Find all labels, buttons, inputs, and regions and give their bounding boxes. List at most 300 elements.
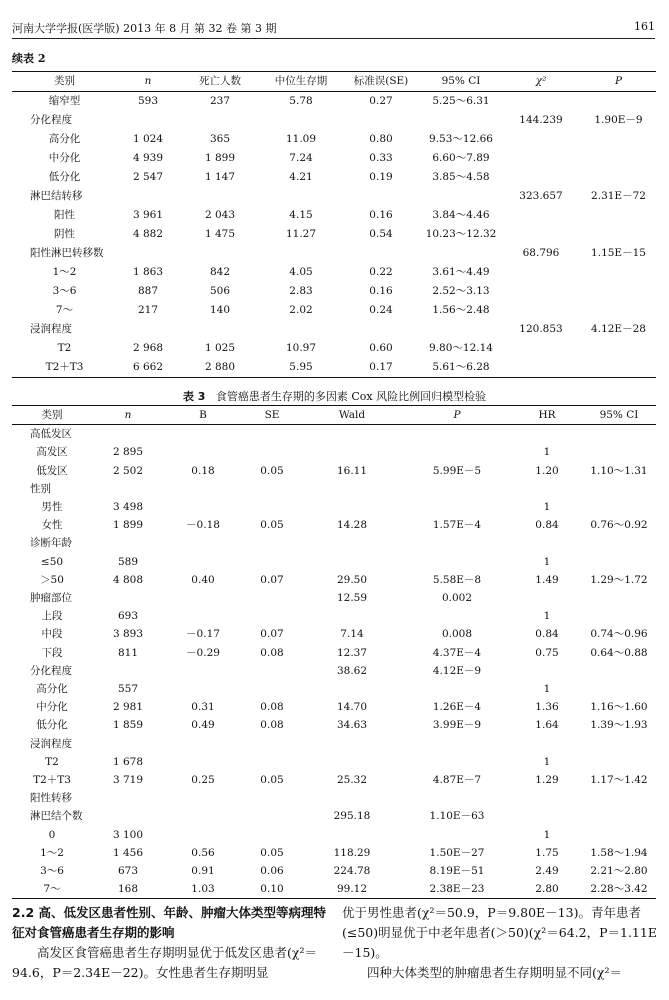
table-cell: 68.796 <box>522 247 560 259</box>
table-row <box>12 206 656 225</box>
table-cell: 3.85～4.58 <box>432 171 490 183</box>
table-cell: 2.52～3.13 <box>432 285 490 297</box>
table-row <box>12 516 656 534</box>
table-cell: 4 882 <box>132 228 164 240</box>
table-cell <box>302 826 402 844</box>
table-cell <box>242 553 302 571</box>
table-row <box>12 807 656 825</box>
table-cell: 1.57E－4 <box>432 519 482 532</box>
table-cell <box>242 534 302 552</box>
table-row <box>12 553 656 571</box>
table-cell <box>242 589 302 607</box>
table2-header-row <box>12 72 656 92</box>
table-cell <box>242 607 302 625</box>
table-row <box>12 244 656 263</box>
table-cell <box>581 206 656 225</box>
table-cell: 1.10E－63 <box>429 810 485 823</box>
table-cell: 1 <box>543 828 551 841</box>
table-cell: 0.008 <box>441 628 473 641</box>
table-cell <box>242 480 302 498</box>
table-cell <box>512 789 582 807</box>
row-label: T2＋T3 <box>33 774 71 787</box>
table-cell <box>341 187 421 206</box>
table-cell: 0.05 <box>260 774 284 787</box>
col-header: B <box>164 406 242 425</box>
table-cell: －0.18 <box>186 519 220 532</box>
table-cell: 168 <box>117 883 139 896</box>
table-cell <box>302 789 402 807</box>
table-cell <box>581 92 656 112</box>
table-cell: 2 981 <box>112 701 144 714</box>
row-label: ≤50 <box>40 555 64 568</box>
row-label: ＞50 <box>40 573 64 586</box>
table-cell: 0.17 <box>369 361 393 373</box>
table-cell <box>92 589 164 607</box>
paragraph: 优于男性患者(χ²＝50.9，P＝9.80E－13)。青年患者(≤50)明显优于中老年患者(＞50)(χ²＝64.2，P＝1.11E－15)。 <box>342 905 657 960</box>
table-cell: 144.239 <box>519 114 563 126</box>
table-cell: 3 893 <box>112 628 144 641</box>
table-cell <box>261 187 341 206</box>
table-cell: 1.16～1.60 <box>590 701 648 714</box>
table-row <box>12 698 656 716</box>
table-cell <box>302 498 402 516</box>
row-label: 中分化 <box>48 152 81 164</box>
row-label: 浸润程度 <box>30 323 72 335</box>
table-cell <box>402 735 512 753</box>
table-cell: 3 498 <box>112 501 144 514</box>
table-cell: 1 456 <box>112 846 144 859</box>
col-header: HR <box>512 406 582 425</box>
table-cell: 3 100 <box>112 828 144 841</box>
table-cell <box>501 130 581 149</box>
table-cell: 1.56～2.48 <box>432 304 490 316</box>
table-cell <box>512 589 582 607</box>
table-cell <box>242 498 302 516</box>
table-cell <box>164 789 242 807</box>
table-cell: 3.99E－9 <box>432 719 482 732</box>
table-row <box>12 789 656 807</box>
row-label: 高低发区 <box>30 428 72 441</box>
table2-continued <box>12 71 656 378</box>
table-cell: 506 <box>209 285 231 297</box>
table-cell: 1 147 <box>204 171 236 183</box>
col-header: 95% CI <box>582 406 656 425</box>
table-cell: 11.27 <box>285 228 317 240</box>
row-label: 7～ <box>43 883 61 896</box>
table-cell: 5.99E－5 <box>432 464 482 477</box>
table-cell <box>117 244 179 263</box>
row-label: 高分化 <box>48 133 81 145</box>
table-cell: 1.29 <box>535 774 559 787</box>
table-row <box>12 443 656 461</box>
table-row <box>12 571 656 589</box>
table-cell <box>92 425 164 444</box>
body-text-right-column <box>342 903 662 983</box>
table-cell: 140 <box>209 304 231 316</box>
table-cell: 1 475 <box>204 228 236 240</box>
table-cell: 1.10～1.31 <box>590 464 648 477</box>
table-cell: 3 961 <box>132 209 164 221</box>
table-row <box>12 301 656 320</box>
table-cell <box>179 111 261 130</box>
table-cell <box>582 425 656 444</box>
table-cell: 2 043 <box>204 209 236 221</box>
table-cell: 118.29 <box>333 846 371 859</box>
table-cell: 25.32 <box>336 774 368 787</box>
row-label: 上段 <box>41 610 63 623</box>
table-cell <box>581 282 656 301</box>
table-cell: 0.27 <box>369 95 393 107</box>
row-label: 低分化 <box>48 171 81 183</box>
table-cell: 1 <box>543 755 551 768</box>
table-cell <box>92 807 164 825</box>
row-label: 7～ <box>55 304 74 316</box>
table-cell <box>242 443 302 461</box>
table-cell: 16.11 <box>336 464 368 477</box>
table-cell: 1 859 <box>112 719 144 732</box>
table-cell: 2.38E－23 <box>429 883 485 896</box>
table-row <box>12 662 656 680</box>
table-row <box>12 826 656 844</box>
table3-header-row <box>12 406 656 425</box>
table-cell: 1.20 <box>535 464 559 477</box>
row-label: 诊断年龄 <box>30 537 72 550</box>
table-cell <box>402 789 512 807</box>
table-cell: 5.61～6.28 <box>432 361 490 373</box>
table-cell: 4 939 <box>132 152 164 164</box>
table-cell: 0.31 <box>191 701 215 714</box>
table-cell <box>512 480 582 498</box>
table-cell <box>501 339 581 358</box>
row-label: 高发区 <box>36 446 68 459</box>
table-row <box>12 534 656 552</box>
table-cell: 0.19 <box>369 171 393 183</box>
table-cell: 365 <box>209 133 231 145</box>
table-cell: 0.40 <box>191 573 215 586</box>
table-cell: 1.26E－4 <box>432 701 482 714</box>
table-cell: 6 662 <box>132 361 164 373</box>
table-cell: 5.95 <box>289 361 313 373</box>
table-cell: 29.50 <box>336 573 368 586</box>
row-label: 阳性 <box>54 209 75 221</box>
table-cell <box>582 443 656 461</box>
table-cell: 693 <box>117 610 139 623</box>
row-label: 中段 <box>41 628 63 641</box>
table-row <box>12 92 656 112</box>
row-label: 肿瘤部位 <box>30 592 72 605</box>
table-cell: 589 <box>117 555 139 568</box>
table-cell: 1.03 <box>191 883 215 896</box>
table-cell: 1.15E－15 <box>591 247 646 259</box>
table-cell <box>164 589 242 607</box>
table-row <box>12 111 656 130</box>
table-cell: 9.53～12.66 <box>429 133 493 145</box>
table-cell: 8.19E－51 <box>429 865 485 878</box>
table-cell <box>581 130 656 149</box>
table-cell <box>302 735 402 753</box>
table-cell <box>421 111 501 130</box>
table-row <box>12 339 656 358</box>
table-cell <box>402 425 512 444</box>
table-cell: 1 899 <box>112 519 144 532</box>
table-cell <box>261 244 341 263</box>
table-cell: 0.84 <box>535 628 559 641</box>
table-cell: 2.83 <box>289 285 313 297</box>
table-cell: 9.80～12.14 <box>429 342 493 354</box>
col-header: 类别 <box>12 72 117 92</box>
paragraph: 高发区食管癌患者生存期明显优于低发区患者(χ²＝94.6，P＝2.34E－22)。女性患者生存期明显 <box>12 945 317 980</box>
row-label: 0 <box>48 828 56 841</box>
table-cell <box>242 425 302 444</box>
table-cell: 0.08 <box>260 646 284 659</box>
table-cell <box>302 480 402 498</box>
table-cell <box>582 662 656 680</box>
table-cell: 1.49 <box>535 573 559 586</box>
table-cell <box>421 187 501 206</box>
table-cell: 0.91 <box>191 865 215 878</box>
table-cell: 295.18 <box>333 810 371 823</box>
table-cell: 2.28～3.42 <box>590 883 648 896</box>
table-cell: 6.60～7.89 <box>432 152 490 164</box>
table-cell: 1.17～1.42 <box>590 774 648 787</box>
col-header: χ² <box>501 72 581 92</box>
table-cell: 557 <box>117 683 139 696</box>
table-cell <box>581 263 656 282</box>
table-cell <box>302 753 402 771</box>
table-cell: 1 <box>543 446 551 459</box>
table-cell: 0.75 <box>535 646 559 659</box>
table-cell: 0.56 <box>191 846 215 859</box>
table-cell <box>501 301 581 320</box>
row-label: 1～2 <box>52 266 77 278</box>
table-cell <box>261 320 341 339</box>
table-cell: 0.002 <box>441 592 473 605</box>
table-cell: 0.74～0.96 <box>590 628 648 641</box>
table-row <box>12 880 656 899</box>
table-cell <box>242 789 302 807</box>
row-label: 1～2 <box>40 846 64 859</box>
table-cell: 2 968 <box>132 342 164 354</box>
page-number: 161 <box>634 20 655 33</box>
table-cell: 99.12 <box>336 883 368 896</box>
table-row <box>12 735 656 753</box>
table-cell: 3.61～4.49 <box>432 266 490 278</box>
table-cell: 10.23～12.32 <box>425 228 497 240</box>
table-cell <box>512 425 582 444</box>
table-cell <box>164 498 242 516</box>
table-cell <box>501 149 581 168</box>
table-cell: 0.10 <box>260 883 284 896</box>
table-cell: 1.29～1.72 <box>590 573 648 586</box>
table-cell: 1.58～1.94 <box>590 846 648 859</box>
table-row <box>12 589 656 607</box>
table-cell: 1 024 <box>132 133 164 145</box>
table-cell: 323.657 <box>519 190 563 202</box>
table-cell: 0.06 <box>260 865 284 878</box>
row-label: 男性 <box>41 501 63 514</box>
table-cell <box>402 826 512 844</box>
table-cell: 0.18 <box>191 464 215 477</box>
table-cell <box>179 187 261 206</box>
table-cell <box>582 735 656 753</box>
table-cell: 1 678 <box>112 755 144 768</box>
row-label: 3～6 <box>52 285 77 297</box>
table-cell: 14.70 <box>336 701 368 714</box>
table-cell: 4.05 <box>289 266 313 278</box>
table-row <box>12 625 656 643</box>
col-header: 类别 <box>12 406 92 425</box>
table-cell: 673 <box>117 865 139 878</box>
row-label: 3～6 <box>40 865 64 878</box>
table-cell: 2.21～2.80 <box>590 865 648 878</box>
table-cell: 1.75 <box>535 846 559 859</box>
table-cell: 0.16 <box>369 285 393 297</box>
table-cell: 4.21 <box>289 171 313 183</box>
table-row <box>12 680 656 698</box>
table-cell <box>302 680 402 698</box>
table-cell: 4.12E－9 <box>432 664 482 677</box>
table-cell: 120.853 <box>519 323 563 335</box>
col-header: n <box>92 406 164 425</box>
table-row <box>12 753 656 771</box>
table-row <box>12 607 656 625</box>
col-header: 中位生存期 <box>261 72 341 92</box>
table-cell: 0.80 <box>369 133 393 145</box>
table-cell <box>402 480 512 498</box>
paragraph: 四种大体类型的肿瘤患者生存期明显不同(χ²＝ <box>367 965 622 980</box>
table-cell <box>512 534 582 552</box>
table-cell <box>402 534 512 552</box>
table-cell <box>582 807 656 825</box>
table-cell: 5.78 <box>289 95 313 107</box>
table-cell <box>242 826 302 844</box>
row-label: 阳性淋巴转移数 <box>30 247 104 259</box>
table-cell <box>501 206 581 225</box>
row-label: 低发区 <box>36 464 68 477</box>
journal-info: 河南大学学报(医学版) 2013 年 8 月 第 32 卷 第 3 期 <box>12 22 277 35</box>
table-row <box>12 282 656 301</box>
section-heading: 2.2 高、低发区患者性别、年龄、肿瘤大体类型等病理特征对食管癌患者生存期的影响 <box>12 905 326 940</box>
table-cell <box>164 607 242 625</box>
table-cell <box>302 553 402 571</box>
table-cell <box>242 753 302 771</box>
table-cell <box>582 534 656 552</box>
table-cell: 5.58E－8 <box>432 573 482 586</box>
table-cell: 0.60 <box>369 342 393 354</box>
table-cell: 0.05 <box>260 519 284 532</box>
table-cell: 0.25 <box>191 774 215 787</box>
table-cell <box>341 244 421 263</box>
table-row <box>12 498 656 516</box>
row-label: 阴性 <box>54 228 75 240</box>
col-header: Wald <box>302 406 402 425</box>
table-cell <box>512 807 582 825</box>
col-header: P <box>581 72 656 92</box>
table-cell <box>242 735 302 753</box>
table2-continued-label: 续表 2 <box>12 52 46 65</box>
col-header: SE <box>242 406 302 425</box>
table-cell: 7.14 <box>340 628 364 641</box>
table-cell: 12.59 <box>336 592 368 605</box>
table3-title-prefix: 表 3 <box>182 390 206 403</box>
table-row <box>12 425 656 444</box>
row-label: 女性 <box>41 519 63 532</box>
table-cell <box>92 480 164 498</box>
table-cell <box>421 244 501 263</box>
table-cell <box>302 443 402 461</box>
table-cell <box>581 358 656 378</box>
row-label: 分化程度 <box>30 664 72 677</box>
table-cell <box>581 301 656 320</box>
table-cell: 4.15 <box>289 209 313 221</box>
table-cell: 11.09 <box>285 133 317 145</box>
table-cell <box>581 225 656 244</box>
table-cell <box>117 187 179 206</box>
table-cell <box>582 480 656 498</box>
table-cell <box>402 753 512 771</box>
table-cell <box>164 735 242 753</box>
table-cell: 34.63 <box>336 719 368 732</box>
table-cell: 4.12E－28 <box>591 323 646 335</box>
table-cell: 3 719 <box>112 774 144 787</box>
table-cell <box>261 111 341 130</box>
col-header: P <box>402 406 512 425</box>
table-cell: 1.64 <box>535 719 559 732</box>
table-cell: 10.97 <box>285 342 317 354</box>
table-cell: 4 808 <box>112 573 144 586</box>
table-cell <box>402 680 512 698</box>
table-cell: 1.50E－27 <box>429 846 485 859</box>
running-header <box>12 20 655 39</box>
table-cell: 0.33 <box>369 152 393 164</box>
table-row <box>12 771 656 789</box>
table-row <box>12 844 656 862</box>
table-cell: 4.87E－7 <box>432 774 482 787</box>
table-row <box>12 168 656 187</box>
table-cell <box>341 111 421 130</box>
row-label: 低分化 <box>36 719 68 732</box>
table-cell: 0.07 <box>260 573 284 586</box>
table-cell: 2 880 <box>204 361 236 373</box>
table-cell <box>242 662 302 680</box>
table-cell: 0.05 <box>260 846 284 859</box>
table-cell: 0.24 <box>369 304 393 316</box>
table-cell <box>582 789 656 807</box>
table-cell <box>501 263 581 282</box>
row-label: T2 <box>57 342 72 354</box>
table-cell <box>581 149 656 168</box>
table-cell <box>164 826 242 844</box>
table-cell <box>179 320 261 339</box>
table-cell: 2 502 <box>112 464 144 477</box>
table-cell <box>117 320 179 339</box>
row-label: 淋巴结个数 <box>30 810 83 823</box>
row-label: 性别 <box>30 482 51 495</box>
table-cell: 0.07 <box>260 628 284 641</box>
table-row <box>12 644 656 662</box>
table-cell <box>421 320 501 339</box>
table3-title <box>0 388 669 404</box>
table-row <box>12 358 656 378</box>
table-cell <box>242 807 302 825</box>
col-header: n <box>117 72 179 92</box>
table-cell: 1.39～1.93 <box>590 719 648 732</box>
table-cell <box>341 320 421 339</box>
table-row <box>12 130 656 149</box>
table-cell <box>582 553 656 571</box>
table-cell: 3.84～4.46 <box>432 209 490 221</box>
table-cell: 5.25～6.31 <box>432 95 490 107</box>
